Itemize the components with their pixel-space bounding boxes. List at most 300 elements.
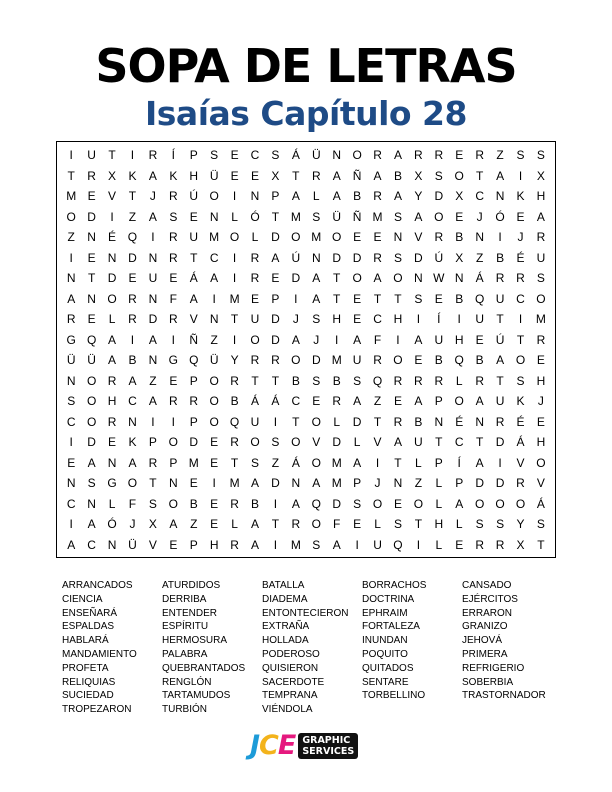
grid-cell: R: [189, 394, 199, 408]
grid-cell: V: [148, 537, 157, 552]
grid-cell: A: [148, 168, 157, 183]
grid-cell: J: [476, 209, 483, 224]
grid-cell: N: [148, 291, 158, 306]
grid-cell: N: [168, 476, 178, 490]
grid-cell: N: [414, 271, 423, 285]
grid-cell: W: [433, 271, 445, 285]
grid-cell: S: [312, 312, 321, 326]
grid-cell: I: [130, 332, 135, 347]
grid-cell: Q: [86, 332, 97, 347]
grid-cell: D: [352, 414, 362, 429]
grid-cell: A: [128, 455, 137, 470]
grid-cell: Q: [393, 537, 403, 552]
word-list-item: QUEBRANTADOS: [162, 662, 246, 674]
grid-cell: H: [189, 168, 199, 183]
grid-cell: D: [495, 476, 505, 490]
grid-cell: S: [393, 209, 402, 224]
grid-cell: S: [434, 168, 443, 183]
grid-cell: Ó: [495, 209, 505, 224]
grid-cell: R: [168, 189, 178, 203]
grid-cell: N: [475, 414, 484, 429]
word-list-item: ARRANCADOS: [62, 580, 133, 591]
grid-cell: D: [291, 271, 301, 285]
grid-cell: O: [86, 373, 97, 388]
grid-cell: A: [414, 209, 423, 224]
grid-cell: A: [353, 455, 362, 470]
grid-cell: K: [516, 394, 525, 408]
grid-cell: R: [495, 271, 505, 285]
grid-cell: T: [475, 168, 484, 183]
grid-cell: E: [353, 312, 362, 326]
grid-cell: P: [271, 189, 280, 203]
grid-cell: X: [536, 168, 545, 183]
grid-cell: V: [312, 435, 321, 449]
grid-row: [61, 432, 551, 453]
word-list-item: CANSADO: [462, 580, 512, 591]
grid-cell: A: [210, 271, 219, 285]
grid-cell: L: [251, 230, 259, 244]
grid-cell: M: [209, 230, 220, 244]
grid-cell: M: [229, 476, 240, 490]
grid-cell: A: [353, 332, 362, 347]
grid-cell: O: [515, 353, 526, 367]
grid-cell: A: [332, 168, 341, 183]
grid-cell: S: [414, 291, 423, 306]
grid-cell: F: [169, 291, 177, 306]
grid-cell: O: [454, 168, 464, 183]
grid-cell: R: [168, 230, 178, 244]
grid-cell: V: [373, 435, 382, 449]
word-list-item: QUITADOS: [362, 662, 414, 674]
grid-cell: R: [291, 517, 301, 531]
grid-cell: S: [536, 271, 545, 285]
grid-cell: R: [393, 373, 403, 388]
grid-cell: J: [149, 189, 156, 203]
grid-cell: A: [332, 537, 341, 552]
grid-cell: E: [271, 271, 280, 285]
grid-cell: G: [66, 332, 76, 347]
grid-cell: N: [209, 209, 219, 224]
grid-cell: N: [495, 189, 505, 203]
grid-cell: R: [373, 250, 382, 265]
grid-cell: E: [251, 168, 260, 183]
word-list-item: ENTENDER: [162, 607, 218, 619]
grid-cell: M: [331, 476, 342, 490]
grid-cell: R: [230, 537, 239, 552]
grid-cell: M: [188, 455, 199, 470]
grid-cell: R: [271, 353, 280, 367]
grid-cell: T: [108, 148, 116, 162]
grid-cell: Ü: [128, 537, 137, 552]
grid-cell: R: [414, 373, 423, 388]
grid-cell: E: [169, 271, 178, 285]
grid-cell: O: [209, 189, 219, 203]
grid-cell: O: [250, 332, 260, 347]
grid-cell: Q: [189, 353, 199, 367]
word-list-item: RELIQUIAS: [62, 676, 116, 688]
grid-cell: U: [352, 353, 362, 367]
grid-cell: I: [518, 312, 523, 326]
grid-cell: Q: [372, 373, 383, 388]
grid-cell: D: [434, 189, 444, 203]
grid-cell: C: [373, 312, 382, 326]
grid-cell: A: [128, 373, 137, 388]
grid-cell: I: [151, 230, 155, 244]
grid-cell: Ñ: [189, 332, 199, 347]
grid-cell: O: [229, 230, 240, 244]
grid-row: [61, 227, 551, 248]
word-list-item: MANDAMIENTO: [62, 648, 137, 660]
grid-cell: E: [536, 353, 545, 367]
word-list-row: [62, 676, 562, 690]
grid-cell: N: [66, 373, 76, 388]
word-list-row: [62, 607, 562, 621]
grid-cell: O: [291, 353, 301, 367]
grid-cell: O: [352, 148, 362, 162]
word-list-item: DOCTRINA: [362, 593, 415, 605]
grid-cell: O: [454, 394, 464, 408]
grid-cell: E: [189, 209, 198, 224]
grid-cell: C: [66, 414, 76, 429]
grid-cell: M: [535, 312, 546, 326]
grid-cell: H: [434, 517, 444, 531]
grid-cell: O: [311, 455, 321, 470]
grid-cell: V: [189, 312, 198, 326]
grid-row: [61, 494, 551, 515]
word-list-item: TARTAMUDOS: [162, 690, 231, 702]
grid-cell: T: [414, 517, 423, 531]
grid-cell: L: [435, 496, 443, 511]
grid-cell: E: [251, 291, 260, 306]
grid-cell: T: [251, 373, 259, 388]
grid-cell: P: [189, 414, 198, 429]
word-list-item: TROPEZARON: [62, 704, 132, 716]
grid-cell: I: [69, 435, 73, 449]
grid-cell: I: [130, 148, 135, 162]
word-list-item: FORTALEZA: [362, 621, 420, 633]
grid-cell: M: [372, 209, 383, 224]
grid-row: [61, 289, 551, 310]
grid-cell: I: [232, 332, 237, 347]
grid-cell: R: [373, 189, 382, 203]
grid-cell: Á: [189, 271, 198, 285]
word-list-item: INUNDAN: [362, 635, 408, 647]
grid-cell: S: [67, 394, 76, 408]
grid-cell: Z: [496, 148, 504, 162]
grid-cell: M: [290, 537, 301, 552]
grid-cell: U: [495, 291, 505, 306]
grid-cell: A: [312, 476, 321, 490]
grid-cell: B: [251, 496, 260, 511]
grid-cell: Z: [373, 394, 382, 408]
grid-cell: I: [151, 414, 155, 429]
grid-cell: N: [87, 496, 96, 511]
grid-cell: T: [475, 435, 484, 449]
grid-cell: A: [414, 394, 423, 408]
grid-cell: E: [108, 435, 117, 449]
grid-cell: P: [271, 291, 280, 306]
grid-cell: I: [212, 291, 216, 306]
grid-row: [61, 186, 551, 207]
grid-cell: N: [87, 230, 96, 244]
grid-cell: E: [87, 250, 96, 265]
grid-cell: H: [454, 332, 464, 347]
grid-cell: Á: [516, 435, 525, 449]
grid-cell: L: [312, 189, 320, 203]
grid-cell: F: [128, 496, 137, 511]
grid-row: [61, 268, 551, 289]
grid-cell: O: [291, 230, 301, 244]
grid-cell: A: [148, 332, 157, 347]
grid-cell: Ü: [209, 168, 219, 183]
grid-cell: Ú: [434, 250, 444, 265]
grid-cell: M: [331, 353, 342, 367]
word-list-item: [362, 703, 462, 717]
word-list-item: JEHOVÁ: [462, 635, 503, 647]
grid-cell: T: [271, 373, 280, 388]
grid-cell: R: [230, 435, 239, 449]
word-list-item: ENTONTECIERON: [262, 607, 349, 619]
grid-cell: B: [128, 353, 137, 367]
grid-cell: Á: [291, 455, 300, 470]
grid-cell: P: [189, 537, 198, 552]
grid-cell: S: [516, 373, 525, 388]
grid-cell: R: [148, 455, 158, 470]
grid-cell: S: [210, 148, 219, 162]
word-list-item: HABLARÁ: [62, 635, 109, 647]
grid-cell: A: [475, 455, 484, 470]
grid-cell: D: [271, 332, 280, 347]
grid-cell: T: [230, 455, 239, 470]
word-list-item: QUISIERON: [262, 662, 319, 674]
grid-cell: A: [67, 291, 76, 306]
grid-cell: Z: [67, 230, 75, 244]
word-list-item: SOBERBIA: [462, 676, 514, 688]
grid-cell: R: [434, 230, 444, 244]
grid-cell: E: [169, 373, 178, 388]
grid-cell: Q: [127, 230, 138, 244]
grid-cell: B: [189, 496, 198, 511]
grid-cell: R: [475, 148, 484, 162]
grid-cell: R: [475, 537, 484, 552]
grid-cell: O: [332, 230, 342, 244]
grid-cell: X: [414, 168, 423, 183]
grid-cell: X: [455, 250, 464, 265]
grid-cell: P: [434, 455, 443, 470]
word-list-row: [62, 593, 562, 607]
grid-cell: T: [333, 271, 341, 285]
word-list: [62, 579, 562, 717]
grid-cell: A: [169, 517, 178, 531]
grid-cell: C: [516, 291, 525, 306]
grid-cell: H: [332, 312, 342, 326]
grid-cell: Ú: [291, 250, 301, 265]
grid-cell: E: [536, 414, 545, 429]
grid-cell: J: [517, 230, 524, 244]
grid-cell: U: [87, 148, 96, 162]
grid-cell: E: [353, 230, 362, 244]
grid-cell: T: [292, 414, 300, 429]
grid-cell: R: [311, 168, 321, 183]
grid-cell: O: [536, 291, 546, 306]
grid-cell: D: [189, 435, 199, 449]
grid-cell: Ú: [189, 189, 199, 203]
grid-cell: O: [413, 496, 424, 511]
grid-cell: X: [271, 168, 280, 183]
grid-cell: V: [516, 455, 525, 470]
grid-cell: H: [393, 312, 403, 326]
grid-cell: Z: [149, 373, 157, 388]
grid-cell: E: [189, 476, 198, 490]
word-list-item: DERRIBA: [162, 593, 207, 605]
word-list-item: EPHRAIM: [362, 607, 408, 619]
grid-cell: N: [209, 312, 219, 326]
jce-logo-mark: JCE: [250, 730, 296, 761]
grid-cell: D: [271, 476, 280, 490]
grid-cell: R: [168, 394, 178, 408]
grid-cell: P: [148, 435, 157, 449]
grid-cell: N: [291, 476, 301, 490]
grid-cell: P: [434, 394, 443, 408]
grid-cell: H: [107, 394, 117, 408]
grid-cell: B: [332, 373, 341, 388]
grid-cell: L: [455, 373, 463, 388]
grid-cell: U: [414, 435, 423, 449]
grid-cell: O: [434, 209, 444, 224]
puzzle-subtitle: Isaías Capítulo 28: [145, 94, 467, 133]
grid-cell: L: [435, 476, 443, 490]
grid-cell: E: [210, 517, 219, 531]
grid-cell: B: [230, 394, 239, 408]
grid-cell: R: [516, 476, 525, 490]
grid-cell: N: [66, 271, 76, 285]
grid-cell: E: [434, 291, 443, 306]
grid-cell: O: [515, 496, 526, 511]
grid-cell: O: [393, 353, 403, 367]
grid-cell: O: [107, 291, 117, 306]
grid-cell: B: [353, 189, 362, 203]
grid-cell: T: [190, 250, 198, 265]
grid-cell: I: [518, 168, 523, 183]
grid-cell: I: [171, 332, 175, 347]
grid-cell: H: [209, 537, 219, 552]
grid-cell: D: [87, 209, 96, 224]
grid-cell: O: [536, 455, 546, 470]
grid-row: [61, 207, 551, 228]
grid-cell: D: [495, 435, 505, 449]
grid-row: [61, 453, 551, 474]
grid-cell: T: [292, 168, 300, 183]
grid-cell: Y: [230, 353, 239, 367]
grid-cell: P: [353, 476, 362, 490]
grid-cell: O: [495, 496, 505, 511]
word-list-item: TORBELLINO: [362, 690, 426, 702]
grid-cell: K: [516, 189, 525, 203]
grid-row: [61, 535, 551, 556]
grid-row: [61, 371, 551, 392]
grid-cell: C: [454, 435, 464, 449]
grid-cell: R: [373, 353, 382, 367]
grid-cell: U: [250, 414, 260, 429]
word-list-row: [62, 620, 562, 634]
grid-cell: S: [536, 517, 545, 531]
grid-cell: B: [496, 250, 505, 265]
grid-cell: Í: [437, 312, 441, 326]
word-list-item: TRASTORNADOR: [462, 690, 546, 702]
grid-cell: J: [374, 476, 381, 490]
grid-cell: É: [516, 250, 525, 265]
grid-cell: E: [455, 537, 464, 552]
grid-cell: M: [229, 291, 240, 306]
grid-cell: E: [455, 148, 464, 162]
grid-cell: I: [416, 312, 421, 326]
grid-cell: I: [69, 517, 73, 531]
grid-cell: I: [498, 455, 502, 470]
grid-cell: D: [311, 353, 321, 367]
grid-cell: Q: [311, 496, 321, 511]
grid-cell: T: [149, 476, 157, 490]
grid-cell: A: [414, 332, 423, 347]
grid-cell: H: [536, 373, 546, 388]
grid-cell: J: [537, 394, 544, 408]
grid-cell: Z: [190, 517, 198, 531]
grid-cell: B: [414, 414, 423, 429]
grid-cell: E: [393, 496, 402, 511]
word-list-item: SACERDOTE: [262, 676, 325, 688]
grid-cell: L: [435, 537, 443, 552]
word-list-item: BORRACHOS: [362, 580, 427, 591]
grid-cell: Q: [229, 414, 240, 429]
word-list-row: [62, 703, 562, 717]
grid-cell: E: [373, 230, 382, 244]
grid-cell: Ó: [250, 209, 260, 224]
word-list-item: TURBIÓN: [162, 704, 207, 716]
grid-cell: Í: [457, 455, 461, 470]
grid-cell: T: [435, 435, 443, 449]
grid-cell: T: [128, 189, 137, 203]
publisher-logo: [250, 730, 358, 762]
word-list-item: DIADEMA: [262, 593, 308, 605]
grid-cell: O: [250, 435, 260, 449]
grid-cell: O: [352, 271, 362, 285]
grid-cell: N: [66, 476, 76, 490]
grid-cell: A: [251, 517, 260, 531]
grid-cell: Y: [516, 517, 525, 531]
word-list-item: TEMPRANA: [262, 690, 318, 702]
grid-cell: R: [66, 312, 76, 326]
grid-cell: R: [230, 496, 239, 511]
grid-cell: I: [273, 537, 278, 552]
grid-cell: S: [475, 517, 484, 531]
grid-cell: C: [128, 394, 137, 408]
grid-cell: I: [498, 230, 502, 244]
grid-cell: D: [475, 476, 484, 490]
grid-cell: R: [128, 312, 137, 326]
grid-cell: U: [373, 537, 382, 552]
grid-cell: S: [148, 496, 157, 511]
grid-cell: O: [127, 476, 138, 490]
grid-cell: M: [331, 455, 342, 470]
grid-cell: A: [496, 353, 505, 367]
grid-cell: R: [168, 250, 178, 265]
grid-cell: N: [148, 250, 158, 265]
word-list-item: POQUITO: [362, 648, 408, 660]
grid-cell: T: [496, 373, 504, 388]
grid-cell: R: [128, 291, 137, 306]
grid-cell: A: [291, 496, 300, 511]
grid-cell: M: [66, 189, 77, 203]
word-list-item: VIÉNDOLA: [262, 704, 313, 716]
